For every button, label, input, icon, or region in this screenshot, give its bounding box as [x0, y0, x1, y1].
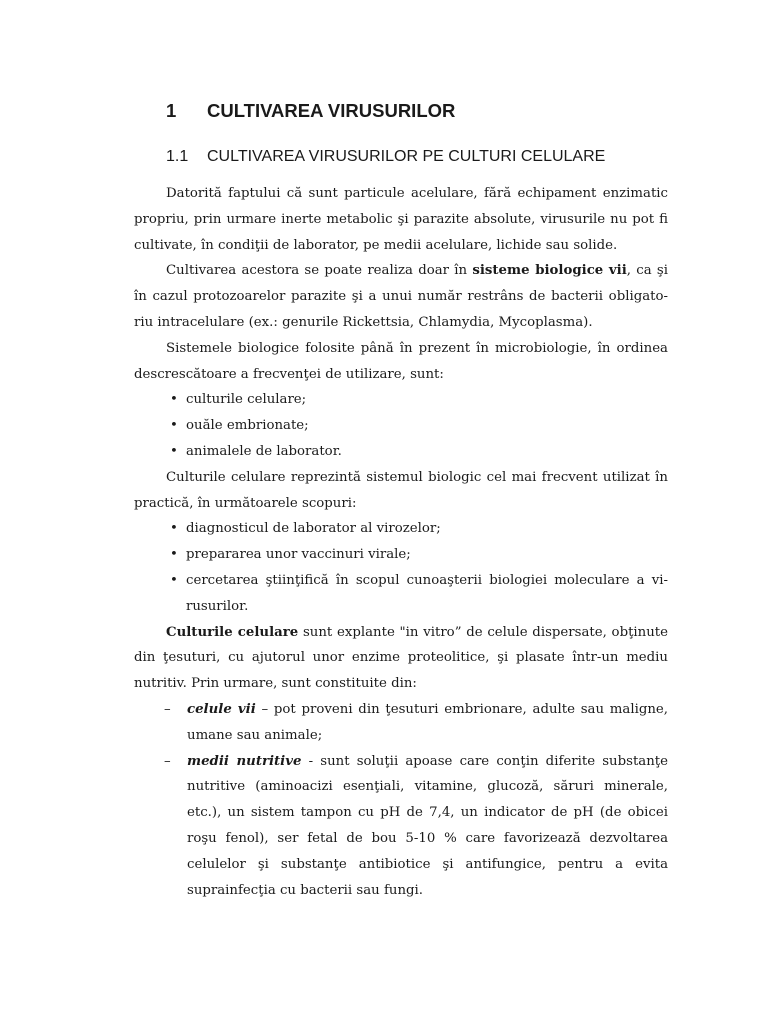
section-title: CULTIVAREA VIRUSURILOR PE CULTURI CELULARE — [207, 148, 606, 165]
section-heading — [166, 148, 605, 166]
list-item-text: diagnosticul de laborator al virozelor; — [186, 521, 441, 537]
bullet-icon: • — [170, 521, 178, 537]
list-item — [134, 413, 668, 439]
paragraph-cell-cultures — [134, 620, 668, 697]
list-item — [134, 542, 668, 568]
list-item-text: animalele de laborator. — [186, 443, 342, 459]
bullet-icon: • — [170, 443, 178, 459]
list-item-text: culturile celulare; — [186, 392, 307, 408]
list-item — [134, 749, 668, 904]
list-item-text: - sunt soluţii apoase care conţin diferite substanţe nutritive (aminoacizi esenţiali, vitamine, glucoză, săruri minerale, etc.), un sistem tampon cu pH de 7,4, un indicator de pH (de obicei roşu fenol), ser fetal de bou 5-10 % care favorizează dezvoltarea celulelor şi substanţe antibiotice şi antifungice, pentru a evita suprainfecţia cu bacterii sau fungi. — [187, 753, 668, 898]
paragraph-cultivation-start: Cultivarea acestora se poate realiza doar în — [166, 263, 473, 279]
list-item-text: cercetarea ştiinţifică în scopul cunoaşterii biologiei moleculare a vi-rusurilor. — [186, 572, 668, 614]
cell-cultures-term: Culturile celulare — [166, 624, 299, 640]
bullet-icon: • — [170, 392, 178, 408]
body-text — [134, 181, 668, 903]
list-item — [134, 697, 668, 749]
list-item — [134, 516, 668, 542]
list-item-text: prepararea unor vaccinuri virale; — [186, 547, 411, 563]
paragraph-intro: Datorită faptului că sunt particule acelulare, fără echipament enzimatic propriu, prin urmare inerte metabolic şi parazite absolute, virusurile nu pot fi cultivate, în condiţii de laborator, pe medii acelulare, lichide sau solide. — [134, 186, 668, 253]
dash-icon: – — [164, 701, 171, 717]
list-item-text: – pot proveni din ţesuturi embrionare, adulte sau maligne, umane sau animale; — [187, 701, 669, 743]
bullet-icon: • — [170, 418, 178, 434]
paragraph-cultivation — [134, 258, 668, 335]
list-item — [134, 568, 668, 620]
list-item — [134, 439, 668, 465]
paragraph-purposes: Culturile celulare reprezintă sistemul biologic cel mai frecvent utilizat în practică, în următoarele scopuri: — [134, 469, 668, 511]
paragraph-cultivation-end: , ca şi în cazul protozoarelor parazite şi a unui număr restrâns de bacterii obligato-riu intracelulare (ex.: genurile Rickettsia, Chlamydia, Mycoplasma). — [134, 263, 668, 330]
bullet-icon: • — [170, 572, 178, 588]
chapter-heading — [166, 100, 455, 122]
list-item-text: ouăle embrionate; — [186, 418, 309, 434]
list-item — [134, 387, 668, 413]
list-item-term: celule vii — [187, 701, 256, 717]
purposes-list — [134, 516, 668, 619]
section-number: 1.1 — [166, 148, 189, 165]
list-item-term: medii nutritive — [187, 753, 302, 769]
chapter-number: 1 — [166, 100, 177, 121]
chapter-title: CULTIVAREA VIRUSURILOR — [207, 100, 456, 121]
paragraph-cultivation-bold: sisteme biologice vii — [472, 263, 627, 279]
bullet-icon: • — [170, 547, 178, 563]
dash-icon: – — [164, 753, 171, 769]
components-list — [134, 697, 668, 903]
systems-list — [134, 387, 668, 464]
cell-cultures-definition: sunt explante "in vitro” de celule dispersate, obţinute din ţesuturi, cu ajutorul unor enzime proteolitice, şi plasate într-un mediu nutritiv. Prin urmare, sunt constituite din: — [134, 624, 669, 692]
paragraph-systems: Sistemele biologice folosite până în prezent în microbiologie, în ordinea descrescătoare a frecvenţei de utilizare, sunt: — [134, 340, 668, 382]
